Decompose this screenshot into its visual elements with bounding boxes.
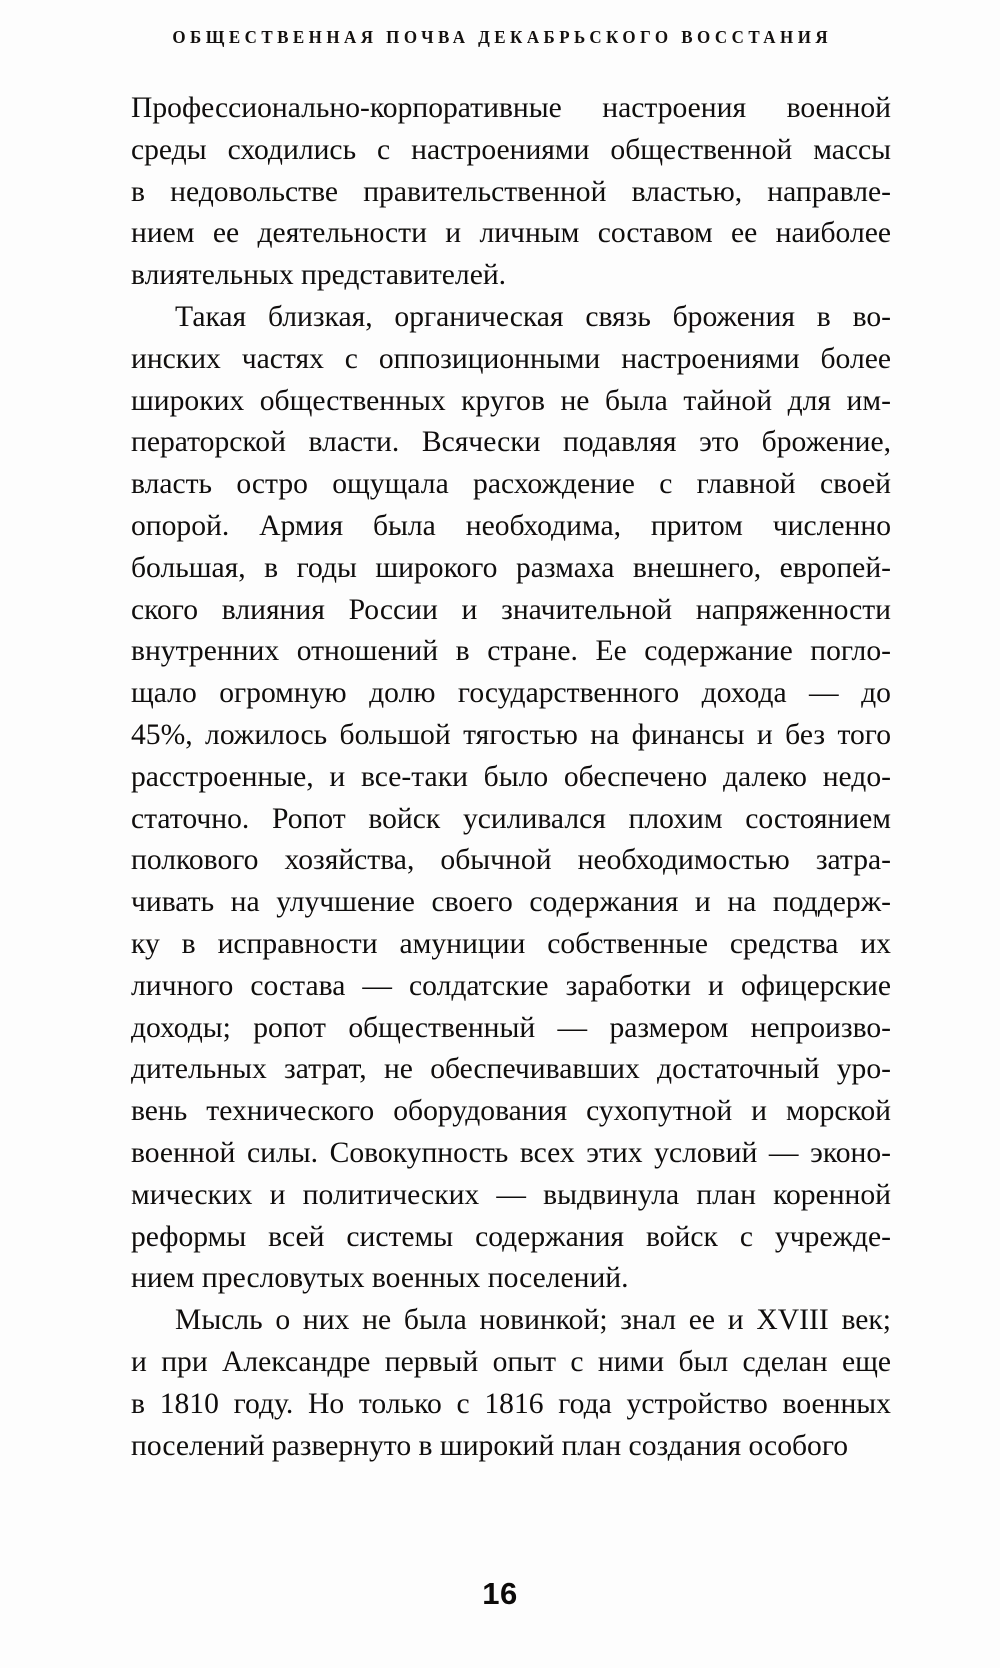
text-line: инских частях с оппозиционными настроениями более: [131, 342, 891, 375]
text-line: реформы всей системы содержания войск с учрежде-: [131, 1220, 892, 1253]
text-line: нием пресловутых военных поселений.: [131, 1262, 629, 1295]
text-line: полкового хозяйства, обычной необходимостью затра-: [131, 844, 892, 877]
text-line: широких общественных кругов не была тайной для им-: [131, 384, 891, 417]
text-line: в недовольстве правительственной властью, направле-: [131, 175, 892, 208]
text-line: влиятельных представителей.: [131, 259, 507, 292]
text-line: вень технического оборудования сухопутной и морской: [131, 1095, 892, 1128]
running-head: ОБЩЕСТВЕННАЯ ПОЧВА ДЕКАБРЬСКОГО ВОССТАНИЯ: [172, 27, 833, 47]
text-line: чивать на улучшение своего содержания и на поддерж-: [131, 886, 892, 919]
text-line: власть остро ощущала расхождение с главной своей: [131, 468, 891, 501]
text-line: нием ее деятельности и личным составом ее наиболее: [131, 217, 891, 250]
text-line: статочно. Ропот войск усиливался плохим состоянием: [131, 802, 891, 835]
text-line: 45%, ложилось большой тягостью на финансы и без того: [131, 718, 891, 751]
text-line: внутренних отношений в стране. Ее содержание погло-: [131, 635, 891, 668]
text-line: личного состава — солдатские заработки и офицерские: [131, 969, 892, 1002]
text-line: в 1810 году. Но только с 1816 года устройство военных: [131, 1387, 891, 1420]
text-line: военной силы. Совокупность всех этих условий — эконо-: [131, 1136, 891, 1169]
text-line: расстроенные, и все-таки было обеспечено далеко недо-: [131, 760, 891, 793]
text-line: доходы; ропот общественный — размером непроизво-: [131, 1011, 891, 1044]
paragraph-2: [131, 297, 891, 1300]
paragraph-3: [131, 1300, 891, 1467]
text-line: дительных затрат, не обеспечивавших достаточный уро-: [131, 1053, 891, 1086]
text-line: щало огромную долю государственного дохода — до: [131, 677, 891, 710]
body-text-block: [131, 88, 891, 1467]
text-line: ператорской власти. Всячески подавляя это брожение,: [131, 426, 891, 459]
text-line: Профессионально-корпоративные настроения военной: [131, 92, 891, 124]
text-line: мических и политических — выдвинула план коренной: [131, 1178, 892, 1211]
text-line: и при Александре первый опыт с ними был сделан еще: [131, 1345, 892, 1378]
text-line: Мысль о них не была новинкой; знал ее и XVIII век;: [175, 1304, 892, 1337]
paragraph-1: [131, 88, 891, 297]
text-line: поселений развернуто в широкий план создания особого: [131, 1429, 849, 1462]
text-line: большая, в годы широкого размаха внешнего, европей-: [131, 551, 892, 584]
text-line: среды сходились с настроениями общественной массы: [131, 133, 892, 166]
page-number: 16: [482, 1576, 518, 1611]
text-line: ку в исправности амуниции собственные средства их: [131, 927, 891, 960]
text-line: опорой. Армия была необходима, притом численно: [131, 509, 892, 542]
text-line: Такая близкая, органическая связь брожения в во-: [175, 300, 891, 333]
text-line: ского влияния России и значительной напряженности: [131, 593, 892, 626]
